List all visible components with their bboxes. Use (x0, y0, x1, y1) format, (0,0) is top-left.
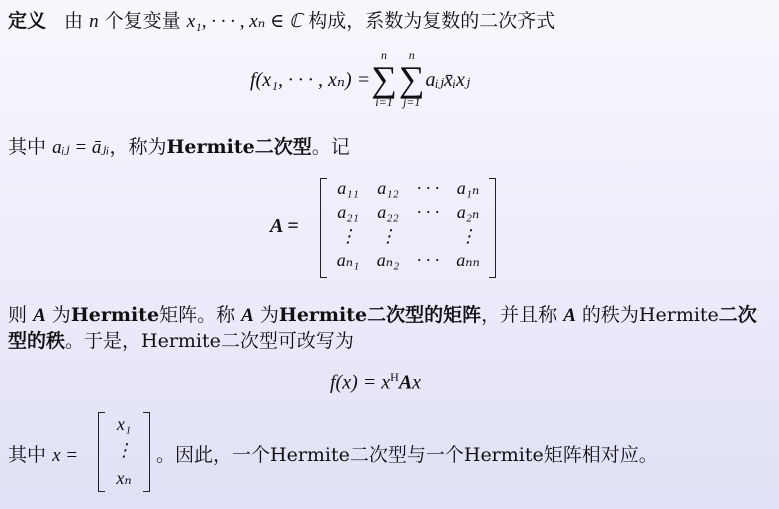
variable-list: x₁, · · · , xₙ ∈ ℂ (186, 11, 303, 32)
p3-hermite-bold: Hermite (70, 304, 160, 326)
p3-text-3: 矩阵。称 (159, 304, 236, 326)
variable-n: n (89, 11, 99, 32)
matrix-a-name: A = (270, 215, 299, 237)
matrix-cell: aₙ₁ (336, 250, 360, 270)
p3-matrix-a-1: A (33, 305, 46, 326)
last-suffix: 。因此，一个Hermite二次型与一个Hermite矩阵相对应。 (156, 444, 658, 466)
line2-prefix: 其中 (8, 136, 47, 158)
matrix-cell: ⋮ (459, 226, 477, 246)
last-x-eq: x = (52, 445, 79, 466)
formula2-rhs: x (412, 371, 422, 394)
matrix-cell: a₂₁ (337, 202, 359, 222)
matrix-cell: a₁₁ (337, 178, 359, 198)
p3-text-6: 的秩为Hermite (581, 304, 719, 326)
sum-j (399, 49, 425, 109)
definition-text-3: 构成，系数为复数的二次齐式 (308, 10, 556, 32)
sum-i-top: n (381, 48, 388, 62)
p3-text-7: 。于是，Hermite二次型可改写为 (65, 330, 354, 352)
hermite-quadratic-term: Hermite二次型 (166, 136, 312, 158)
matrix-a-right-bracket (489, 178, 496, 278)
definition-line (8, 6, 555, 33)
matrix-cell: a₁ₙ (456, 178, 480, 198)
formula2-sup: H (390, 370, 399, 384)
conjugate-relation: aᵢⱼ = āⱼᵢ (52, 137, 110, 158)
p3-text-1: 则 (8, 304, 28, 326)
matrix-cell: aₙₙ (456, 250, 480, 270)
p3-matrix-a-2: A (241, 305, 254, 326)
p3-hermite-matrix-term: Hermite二次型的矩阵 (278, 304, 482, 326)
formula1-summand: aᵢⱼx̄ᵢxⱼ (425, 68, 471, 91)
formula2-matrix: A (398, 371, 413, 394)
sum-j-bottom: j=1 (402, 95, 421, 109)
vector-cell: x₁ (116, 414, 132, 434)
sum-i-bottom: i=1 (375, 95, 393, 109)
matrix-cell: a₂ₙ (456, 202, 480, 222)
final-line-prefix (8, 440, 78, 467)
p3-rank-term-2: 型的秩 (8, 330, 66, 352)
paragraph-line-2 (8, 326, 354, 353)
matrix-cell: · · · (416, 178, 440, 198)
sum-i (371, 49, 397, 109)
sum-i-symbol: ∑ (371, 59, 397, 99)
sum-j-symbol: ∑ (398, 59, 425, 99)
matrix-cell: · · · (416, 250, 440, 270)
definition-text-1: 由 (64, 10, 84, 32)
final-line-suffix (156, 440, 658, 467)
vector-x (98, 412, 150, 492)
p3-text-4: 为 (259, 304, 279, 326)
vector-x-right-bracket (143, 412, 150, 492)
matrix-a-left-bracket (320, 178, 327, 278)
formula2-lhs: f(x) = x (330, 371, 391, 394)
definition-label: 定义 (8, 10, 47, 32)
line2-mid: ，称为 (109, 136, 167, 158)
matrix-cell: a₁₂ (377, 178, 399, 198)
definition-text-2: 个复变量 (104, 10, 181, 32)
matrix-cell: aₙ₂ (376, 250, 400, 270)
matrix-cell: · · · (416, 202, 440, 222)
matrix-a (320, 178, 496, 278)
last-prefix: 其中 (8, 444, 47, 466)
conjugate-condition-line (8, 132, 350, 159)
paragraph-line-1 (8, 300, 757, 327)
p3-text-5: ，并且称 (481, 304, 558, 326)
matrix-a-label (270, 215, 299, 238)
p3-matrix-a-3: A (563, 305, 576, 326)
vector-cell: xₙ (116, 468, 132, 488)
p3-rank-term-1: 二次 (718, 304, 757, 326)
p3-text-2: 为 (51, 304, 71, 326)
vector-cell: ⋮ (115, 440, 133, 460)
matrix-cell: a₂₂ (377, 202, 399, 222)
hermite-matrix-form (330, 370, 421, 395)
formula1-lhs: f(x₁, · · · , xₙ) = (250, 68, 371, 91)
matrix-cell: ⋮ (339, 226, 357, 246)
sum-j-top: n (408, 48, 415, 62)
matrix-cell: ⋮ (379, 226, 397, 246)
line2-suffix: 。记 (311, 136, 350, 158)
hermite-sum-formula (250, 44, 470, 114)
